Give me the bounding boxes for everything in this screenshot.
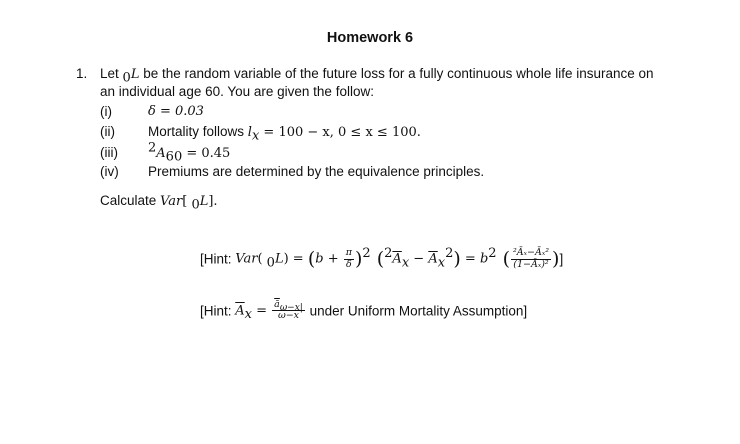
hint1-A2: $\overline{A}$ bbox=[428, 251, 438, 267]
item-iii-sub: 60 bbox=[165, 149, 183, 165]
intro-subscript: 0 bbox=[122, 70, 131, 86]
item-text-iii bbox=[148, 140, 231, 165]
hint1-sq: 2 bbox=[362, 246, 371, 262]
question-intro-line1 bbox=[100, 66, 654, 86]
hint1-b: b bbox=[479, 251, 489, 267]
hint1-open: [Hint: bbox=[200, 251, 236, 267]
calc-sub: 0 bbox=[191, 197, 200, 213]
hint1-lparen2: ( bbox=[370, 248, 385, 270]
item-label-ii: (ii) bbox=[100, 124, 115, 139]
item-label-iv: (iv) bbox=[100, 164, 119, 179]
calculate-line bbox=[100, 193, 218, 213]
hint1-minus: − bbox=[409, 251, 429, 267]
hint1-frac-den: (1−Āₓ)² bbox=[513, 258, 549, 270]
hint1-paren-close: ) bbox=[283, 251, 289, 267]
intro-var: L bbox=[130, 67, 140, 82]
hint1-x1: x bbox=[401, 255, 410, 271]
question-intro-line2: an individual age 60. You are given the follow: bbox=[100, 84, 374, 99]
hint2-a-bar: $\overline{ā}$ bbox=[274, 299, 280, 310]
question-number: 1. bbox=[76, 66, 88, 81]
hint1-x2: x bbox=[437, 255, 446, 271]
calc-var: Var bbox=[160, 194, 183, 209]
calc-bracket-close: ]. bbox=[208, 194, 218, 209]
hint1-delta: δ bbox=[345, 258, 352, 270]
hint1-pi-over-delta bbox=[344, 248, 354, 270]
hint2-A: $\overline{A}$ bbox=[235, 303, 245, 319]
hint2-frac-den: ω−x bbox=[277, 310, 300, 322]
hint1-sub0: 0 bbox=[266, 255, 275, 271]
item-ii-prefix: Mortality follows bbox=[148, 124, 248, 139]
hint2-x: x bbox=[244, 307, 252, 323]
hint-variance-formula bbox=[200, 248, 563, 288]
item-iii-A: A bbox=[156, 146, 166, 161]
hint2-fraction bbox=[272, 300, 305, 322]
calc-prefix: Calculate bbox=[100, 193, 161, 208]
hint2-text: under Uniform Mortality Assumption] bbox=[305, 303, 528, 319]
hint1-lparen: ( bbox=[307, 248, 316, 270]
item-iii-rest: = 0.45 bbox=[182, 146, 231, 161]
hint1-paren-open: ( bbox=[257, 251, 267, 267]
calc-bracket-open: [ bbox=[182, 194, 192, 209]
item-label-iii: (iii) bbox=[100, 145, 118, 160]
intro-part2: be the random variable of the future loss for a fully continuous whole life insurance on bbox=[139, 66, 654, 81]
hint1-lparen3: ( bbox=[496, 248, 510, 270]
calc-L: L bbox=[199, 194, 209, 209]
hint1-L: L bbox=[274, 251, 284, 267]
hint1-pi: π bbox=[345, 247, 352, 259]
hint1-rparen2: ) bbox=[453, 248, 461, 270]
item-ii-l: l bbox=[247, 125, 252, 140]
hint1-b-plus: b + bbox=[315, 251, 343, 267]
page-title: Homework 6 bbox=[326, 30, 414, 46]
hint1-A2-sq: 2 bbox=[445, 246, 454, 262]
hint1-b-sq: 2 bbox=[488, 246, 497, 262]
item-text-ii bbox=[148, 124, 421, 144]
hint1-equals: = bbox=[288, 251, 308, 267]
hint1-rparen3: ) bbox=[552, 248, 560, 270]
hint2-open: [Hint: bbox=[200, 303, 236, 319]
hint1-close: ] bbox=[559, 251, 564, 267]
item-text-iv: Premiums are determined by the equivalence principles. bbox=[148, 164, 485, 179]
hint-uniform-mortality bbox=[200, 300, 527, 340]
item-label-i: (i) bbox=[100, 104, 112, 119]
hint1-fraction bbox=[511, 248, 551, 270]
item-ii-suffix: = 100 − x, 0 ≤ x ≤ 100. bbox=[259, 125, 421, 140]
hint2-equals: = bbox=[252, 303, 272, 319]
hint1-eq2: = bbox=[460, 251, 480, 267]
hint2-num-sub: ω−x| bbox=[279, 302, 303, 313]
hint1-rparen: ) bbox=[354, 248, 363, 270]
intro-part1: Let bbox=[100, 66, 123, 81]
item-iii-sup: 2 bbox=[148, 140, 157, 156]
item-text-i: δ = 0.03 bbox=[148, 104, 204, 119]
hint1-var: Var bbox=[235, 251, 258, 267]
hint1-inner-sup: 2 bbox=[384, 246, 393, 262]
hint1-frac-num: ²Āₓ−Āₓ² bbox=[513, 247, 550, 259]
hint1-A1: $\overline{A}$ bbox=[392, 251, 402, 267]
item-ii-sub: x bbox=[251, 128, 260, 144]
